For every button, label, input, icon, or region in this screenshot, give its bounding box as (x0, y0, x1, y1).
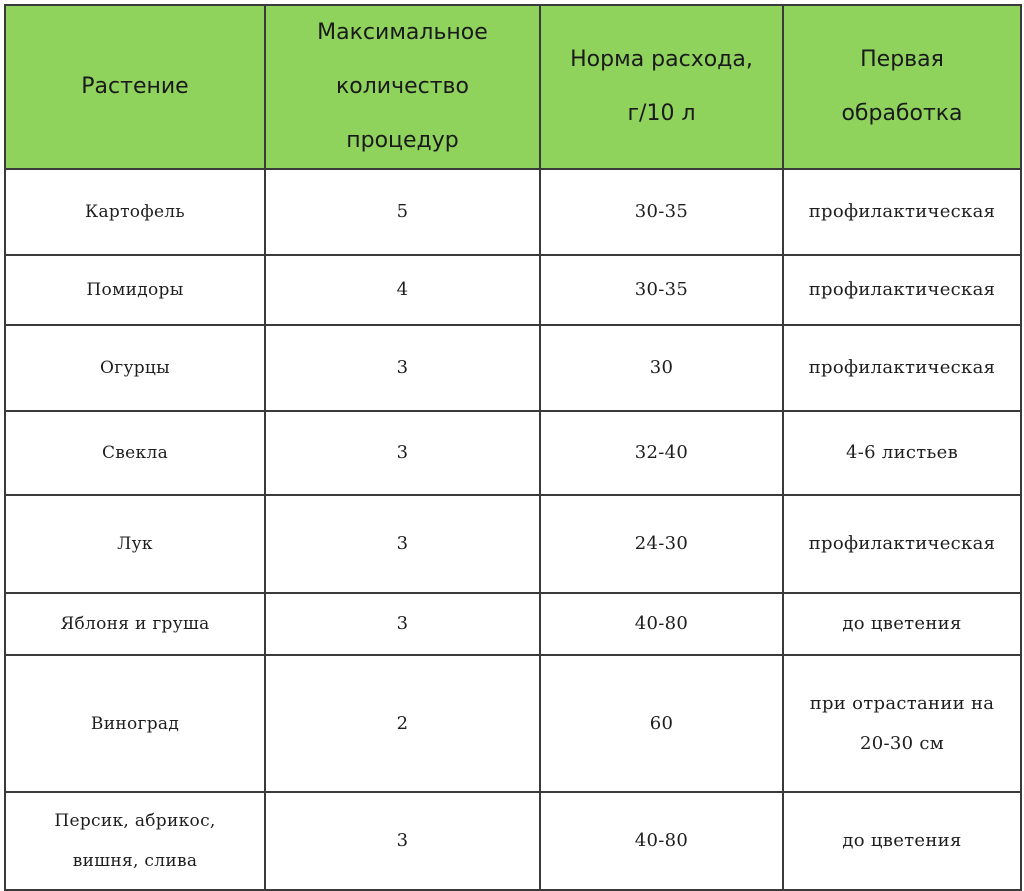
table-body (5, 169, 1021, 890)
cell-rate: 40-80 (540, 593, 783, 655)
table-row (5, 593, 1021, 655)
cell-max-procedures: 4 (265, 255, 540, 325)
cell-plant: Свекла (5, 411, 265, 495)
cell-first-treatment: до цветения (783, 593, 1021, 655)
cell-rate: 60 (540, 655, 783, 792)
cell-rate: 32-40 (540, 411, 783, 495)
cell-first-treatment: профилактическая (783, 325, 1021, 411)
table-row (5, 169, 1021, 255)
cell-plant: Персик, абрикос, вишня, слива (5, 792, 265, 890)
table-row (5, 495, 1021, 593)
cell-plant: Огурцы (5, 325, 265, 411)
table-row (5, 792, 1021, 890)
cell-first-treatment: профилактическая (783, 255, 1021, 325)
header-plant: Растение (5, 5, 265, 169)
cell-max-procedures: 5 (265, 169, 540, 255)
cell-first-treatment: 4-6 листьев (783, 411, 1021, 495)
cell-rate: 30-35 (540, 255, 783, 325)
cell-first-treatment: при отрастании на 20-30 см (783, 655, 1021, 792)
table-row (5, 325, 1021, 411)
cell-plant: Виноград (5, 655, 265, 792)
cell-first-treatment: профилактическая (783, 495, 1021, 593)
table-row (5, 411, 1021, 495)
cell-max-procedures: 3 (265, 593, 540, 655)
table-row (5, 655, 1021, 792)
table-header (5, 5, 1021, 169)
cell-max-procedures: 3 (265, 411, 540, 495)
cell-first-treatment: профилактическая (783, 169, 1021, 255)
cell-max-procedures: 3 (265, 325, 540, 411)
cell-max-procedures: 2 (265, 655, 540, 792)
treatment-table (4, 4, 1022, 891)
cell-rate: 40-80 (540, 792, 783, 890)
header-rate: Норма расхода, г/10 л (540, 5, 783, 169)
cell-max-procedures: 3 (265, 495, 540, 593)
cell-plant: Помидоры (5, 255, 265, 325)
cell-plant: Яблоня и груша (5, 593, 265, 655)
cell-rate: 30-35 (540, 169, 783, 255)
header-first-treatment: Первая обработка (783, 5, 1021, 169)
cell-max-procedures: 3 (265, 792, 540, 890)
header-max-procedures: Максимальное количество процедур (265, 5, 540, 169)
cell-rate: 30 (540, 325, 783, 411)
cell-first-treatment: до цветения (783, 792, 1021, 890)
header-row (5, 5, 1021, 169)
table-row (5, 255, 1021, 325)
cell-plant: Картофель (5, 169, 265, 255)
cell-plant: Лук (5, 495, 265, 593)
cell-rate: 24-30 (540, 495, 783, 593)
